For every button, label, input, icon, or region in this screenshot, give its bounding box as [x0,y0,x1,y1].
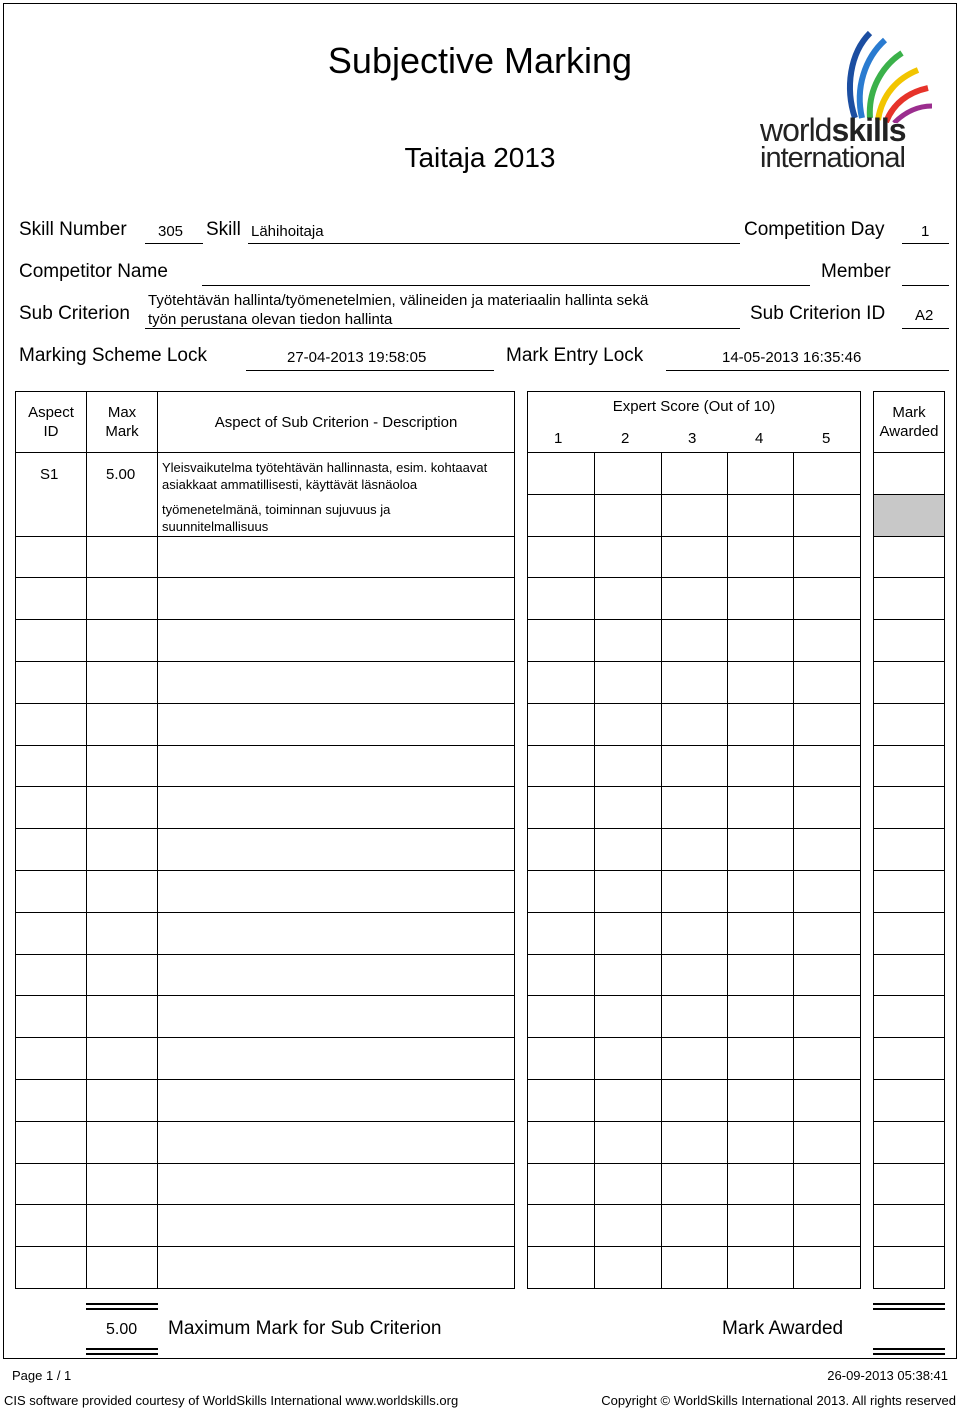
description-cell [157,870,515,913]
score-cell-1[interactable] [527,954,595,996]
mark-awarded-cell[interactable] [873,619,945,662]
score-cell-2[interactable] [594,536,662,578]
description-cell [157,1204,515,1247]
description-cell [157,577,515,620]
score-cell-2[interactable] [594,703,662,746]
mark-awarded-cell[interactable] [873,1163,945,1205]
aspect-cell [15,786,87,829]
mark-awarded-cell[interactable] [873,828,945,871]
score-cell-5[interactable] [793,954,861,996]
score-cell-3[interactable] [661,995,728,1038]
description-cell [157,745,515,787]
score-cell-3[interactable] [661,703,728,746]
score-cell-4[interactable] [727,745,794,787]
description-cell [157,661,515,704]
competitor-name-label: Competitor Name [19,261,168,282]
logo-text-skills: skills [831,112,906,148]
score-cell-2[interactable] [594,870,662,913]
score-cell-1[interactable] [527,1037,595,1080]
mark-awarded-cell[interactable] [873,1079,945,1122]
max-mark-cell [86,452,158,537]
description-cell [157,995,515,1038]
score-cell-2[interactable] [594,452,662,495]
max-mark-cell [86,1079,158,1122]
mark-awarded-cell[interactable] [873,1121,945,1164]
description-cell [157,828,515,871]
score-cell-5[interactable] [793,786,861,829]
score-cell-1[interactable] [527,536,595,578]
mark-awarded-cell[interactable] [873,745,945,787]
score-cell-4[interactable] [727,912,794,955]
score-cell-5[interactable] [793,745,861,787]
score-cell-1[interactable] [527,1079,595,1122]
page-title: Subjective Marking [327,40,633,81]
member-label: Member [821,261,891,282]
score-cell-3[interactable] [661,1121,728,1164]
score-cell-4[interactable] [727,786,794,829]
score-cell-2[interactable] [594,995,662,1038]
score-cell-3[interactable] [661,452,728,495]
score-cell-5[interactable] [793,912,861,955]
score-cell-4[interactable] [727,703,794,746]
mark-awarded-total-label: Mark Awarded [722,1318,844,1339]
score-cell-3[interactable] [661,1204,728,1247]
mark-awarded-cell[interactable] [873,494,945,537]
score-cell-3[interactable] [661,1246,728,1289]
skill-number-value: 305 [158,223,184,240]
score-cell-5[interactable] [793,1246,861,1289]
score-cell-5[interactable] [793,494,861,537]
score-cell-5[interactable] [793,870,861,913]
score-cell-1[interactable] [527,452,595,495]
score-col-2: 2 [621,430,630,447]
aspect-cell [15,954,87,996]
sub-criterion-id-label: Sub Criterion ID [750,303,886,324]
page-subtitle: Taitaja 2013 [404,142,556,173]
mark-entry-lock-label: Mark Entry Lock [506,345,644,366]
skill-value: Lähihoitaja [251,223,324,240]
mark-awarded-cell[interactable] [873,1204,945,1247]
score-cell-4[interactable] [727,661,794,704]
header-description: Aspect of Sub Criterion - Description [157,391,515,453]
aspect-cell [15,703,87,746]
score-cell-3[interactable] [661,912,728,955]
skill-label: Skill [206,219,241,240]
max-mark-cell [86,828,158,871]
description-cell [157,536,515,578]
competition-day-label: Competition Day [744,219,885,240]
description-cell [157,1121,515,1164]
score-cell-1[interactable] [527,619,595,662]
mark-awarded-cell[interactable] [873,452,945,495]
aspect-cell [15,1163,87,1205]
mark-awarded-cell[interactable] [873,954,945,996]
score-cell-3[interactable] [661,954,728,996]
score-cell-4[interactable] [727,1121,794,1164]
row-description: Yleisvaikutelma työtehtävän hallinnasta, esim. kohtaavat asiakkaat ammatillisesti, käyttävät läsnäoloa [162,460,488,492]
aspect-cell [15,1121,87,1164]
score-cell-5[interactable] [793,661,861,704]
score-cell-3[interactable] [661,870,728,913]
score-cell-2[interactable] [594,1163,662,1205]
score-cell-2[interactable] [594,912,662,955]
score-cell-4[interactable] [727,1163,794,1205]
score-cell-5[interactable] [793,452,861,495]
score-cell-4[interactable] [727,870,794,913]
score-cell-1[interactable] [527,1204,595,1247]
score-cell-2[interactable] [594,1204,662,1247]
header-max-mark: Max Mark [86,391,158,453]
aspect-cell [15,1037,87,1080]
score-cell-3[interactable] [661,1079,728,1122]
max-mark-cell [86,870,158,913]
aspect-cell [15,828,87,871]
score-cell-5[interactable] [793,619,861,662]
score-cell-2[interactable] [594,1079,662,1122]
score-cell-4[interactable] [727,536,794,578]
score-cell-2[interactable] [594,745,662,787]
aspect-cell [15,619,87,662]
score-cell-1[interactable] [527,912,595,955]
sub-criterion-line2: työn perustana olevan tiedon hallinta [148,311,393,328]
aspect-cell [15,745,87,787]
row-max-mark: 5.00 [106,466,136,483]
max-mark-cell [86,912,158,955]
aspect-cell [15,870,87,913]
marking-scheme-lock-value: 27-04-2013 19:58:05 [287,349,427,366]
score-cell-3[interactable] [661,661,728,704]
score-cell-2[interactable] [594,1246,662,1289]
score-cell-5[interactable] [793,1121,861,1164]
score-cell-1[interactable] [527,995,595,1038]
score-cell-4[interactable] [727,452,794,495]
score-cell-4[interactable] [727,1079,794,1122]
score-col-1: 1 [554,430,563,447]
logo-text-world: world [760,112,832,148]
mark-awarded-cell[interactable] [873,912,945,955]
score-cell-2[interactable] [594,661,662,704]
score-cell-1[interactable] [527,745,595,787]
sub-criterion-id-value: A2 [915,307,934,324]
score-cell-2[interactable] [594,577,662,620]
score-cell-1[interactable] [527,786,595,829]
max-mark-cell [86,619,158,662]
score-col-4: 4 [755,430,764,447]
page-number: Page 1 / 1 [12,1368,72,1383]
score-cell-1[interactable] [527,1163,595,1205]
max-total-label: Maximum Mark for Sub Criterion [168,1318,442,1339]
mark-awarded-cell[interactable] [873,870,945,913]
score-cell-4[interactable] [727,619,794,662]
score-cell-2[interactable] [594,494,662,537]
max-mark-cell [86,745,158,787]
max-mark-cell [86,1204,158,1247]
description-cell [157,912,515,955]
score-col-5: 5 [822,430,831,447]
header-expert-score: Expert Score (Out of 10) 1 2 3 4 5 [527,391,861,453]
score-cell-3[interactable] [661,745,728,787]
score-cell-5[interactable] [793,1079,861,1122]
score-cell-1[interactable] [527,577,595,620]
score-cell-4[interactable] [727,1037,794,1080]
score-cell-4[interactable] [727,1246,794,1289]
score-cell-5[interactable] [793,1037,861,1080]
score-cell-3[interactable] [661,494,728,537]
aspect-cell [15,995,87,1038]
aspect-cell [15,536,87,578]
score-cell-4[interactable] [727,494,794,537]
mark-awarded-cell[interactable] [873,786,945,829]
print-timestamp: 26-09-2013 05:38:41 [827,1368,948,1383]
score-cell-1[interactable] [527,870,595,913]
skill-number-label: Skill Number [19,219,127,240]
max-mark-cell [86,703,158,746]
score-cell-5[interactable] [793,828,861,871]
max-mark-cell [86,954,158,996]
score-cell-5[interactable] [793,536,861,578]
competition-day-value: 1 [921,223,930,240]
score-cell-3[interactable] [661,536,728,578]
courtesy-text: CIS software provided courtesy of WorldSkills International www.worldskills.org [4,1393,459,1408]
description-cell [157,786,515,829]
description-cell [157,619,515,662]
aspect-cell [15,452,87,537]
max-mark-cell [86,995,158,1038]
score-cell-4[interactable] [727,995,794,1038]
score-cell-2[interactable] [594,619,662,662]
logo-swirl-icon [760,28,935,123]
aspect-cell [15,577,87,620]
sub-criterion-label: Sub Criterion [19,303,130,324]
mark-awarded-cell[interactable] [873,1246,945,1289]
score-cell-1[interactable] [527,661,595,704]
score-cell-2[interactable] [594,1121,662,1164]
max-mark-cell [86,577,158,620]
score-cell-4[interactable] [727,1204,794,1247]
marking-scheme-lock-label: Marking Scheme Lock [19,345,207,366]
mark-entry-lock-value: 14-05-2013 16:35:46 [722,349,862,366]
description-cell [157,1079,515,1122]
mark-awarded-cell[interactable] [873,1037,945,1080]
aspect-cell [15,1246,87,1289]
score-cell-2[interactable] [594,1037,662,1080]
max-mark-cell [86,1121,158,1164]
mark-awarded-cell[interactable] [873,995,945,1038]
score-cell-1[interactable] [527,703,595,746]
description-cell [157,703,515,746]
score-cell-5[interactable] [793,1204,861,1247]
score-col-3: 3 [688,430,697,447]
description-cell [157,1163,515,1205]
aspect-cell [15,1204,87,1247]
max-total-value: 5.00 [106,1321,138,1338]
max-mark-cell [86,661,158,704]
score-cell-3[interactable] [661,1163,728,1205]
mark-awarded-cell[interactable] [873,536,945,578]
max-mark-cell [86,1246,158,1289]
max-mark-cell [86,1163,158,1205]
score-cell-3[interactable] [661,1037,728,1080]
mark-awarded-cell[interactable] [873,577,945,620]
worldskills-logo [760,28,935,178]
score-cell-2[interactable] [594,786,662,829]
row-description-2: työmenetelmänä, toiminnan sujuvuus ja suunnitelmallisuus [162,502,391,534]
score-cell-1[interactable] [527,1121,595,1164]
score-cell-5[interactable] [793,703,861,746]
score-cell-1[interactable] [527,494,595,537]
copyright-text: Copyright © WorldSkills International 2013. All rights reserved [601,1393,956,1408]
score-cell-3[interactable] [661,786,728,829]
aspect-cell [15,1079,87,1122]
max-mark-cell [86,536,158,578]
score-cell-3[interactable] [661,619,728,662]
mark-awarded-cell[interactable] [873,661,945,704]
max-mark-cell [86,786,158,829]
score-cell-1[interactable] [527,828,595,871]
score-cell-2[interactable] [594,828,662,871]
aspect-cell [15,661,87,704]
row-aspect-id: S1 [40,466,59,483]
header-aspect-id: Aspect ID [15,391,87,453]
header-mark-awarded: Mark Awarded [873,391,945,453]
description-cell [157,1246,515,1289]
mark-awarded-cell[interactable] [873,703,945,746]
aspect-cell [15,912,87,955]
description-cell [157,954,515,996]
score-cell-5[interactable] [793,995,861,1038]
score-cell-4[interactable] [727,828,794,871]
score-cell-2[interactable] [594,954,662,996]
sub-criterion-line1: Työtehtävän hallinta/työmenetelmien, välineiden ja materiaalin hallinta sekä [148,292,649,309]
max-mark-cell [86,1037,158,1080]
score-cell-5[interactable] [793,1163,861,1205]
score-cell-1[interactable] [527,1246,595,1289]
score-cell-3[interactable] [661,828,728,871]
score-cell-4[interactable] [727,954,794,996]
logo-text-international: international [760,142,905,174]
score-cell-3[interactable] [661,577,728,620]
score-cell-5[interactable] [793,577,861,620]
score-cell-4[interactable] [727,577,794,620]
description-cell [157,1037,515,1080]
